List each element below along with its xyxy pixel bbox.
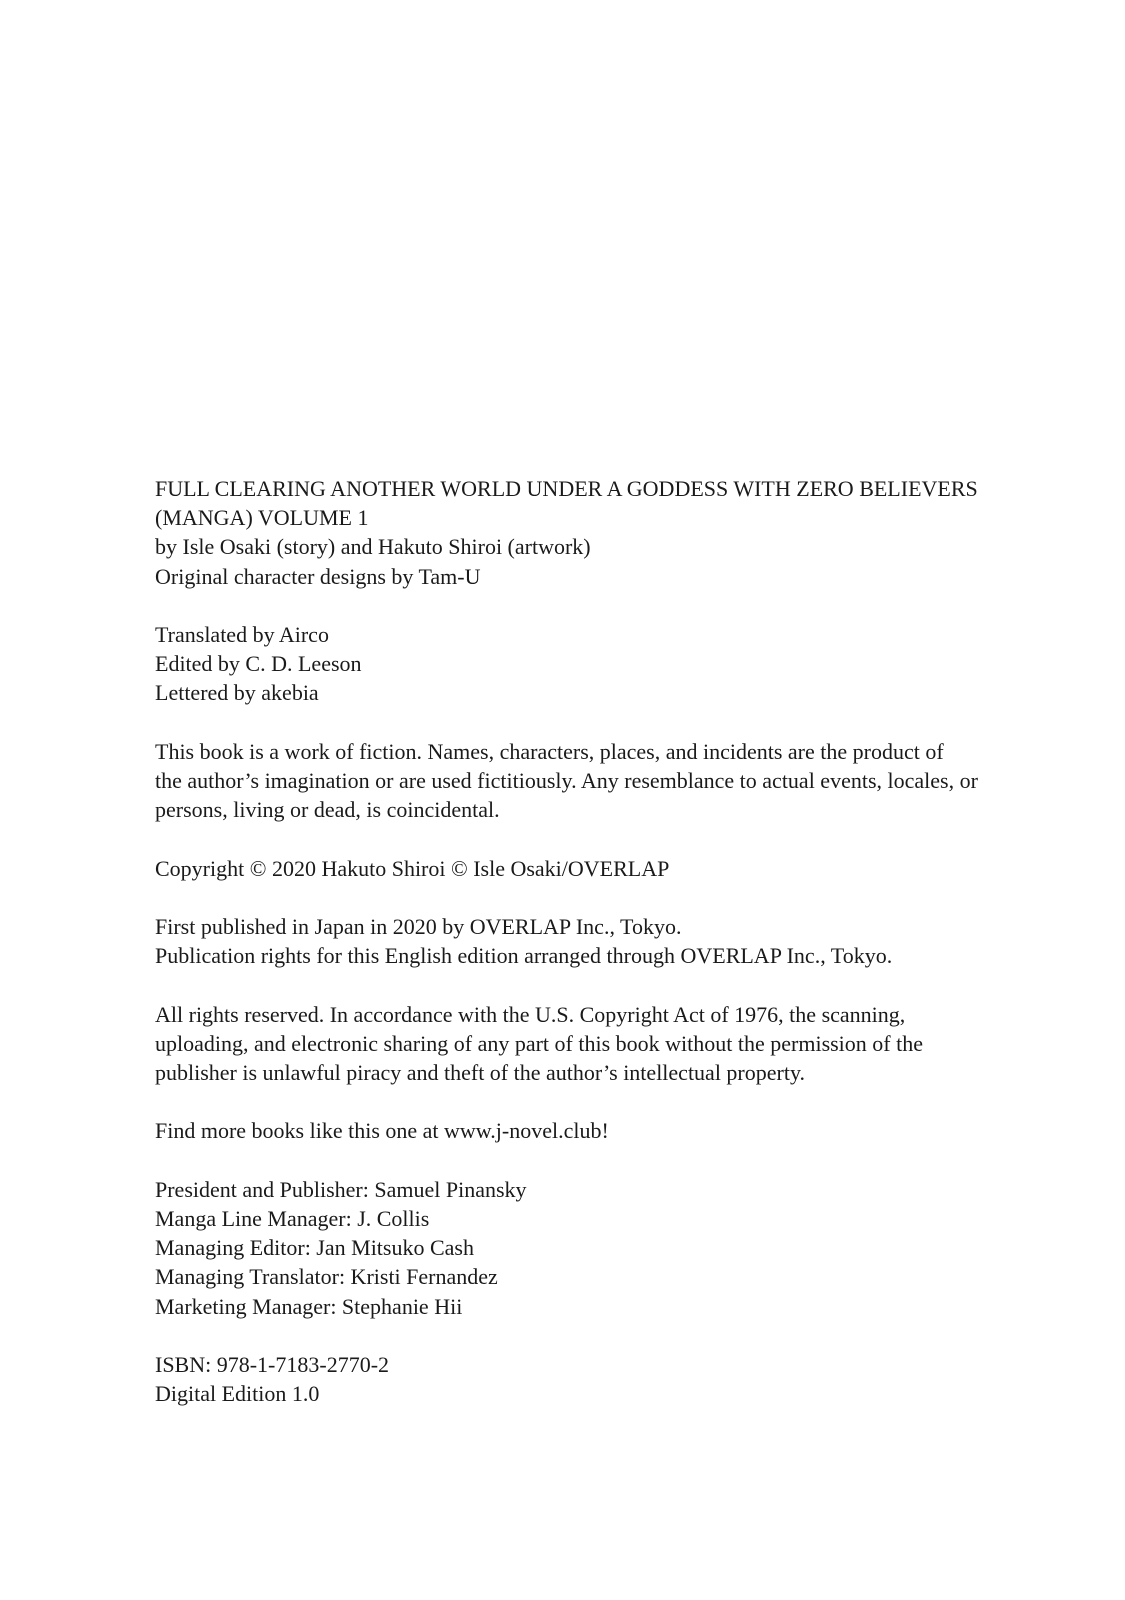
- staff-item: Marketing Manager: Stephanie Hii: [155, 1293, 463, 1319]
- disclaimer-line: This book is a work of fiction. Names, characters, places, and incidents are the product of: [155, 738, 944, 764]
- copyright-block: [155, 854, 1075, 883]
- isbn: ISBN: 978-1-7183-2770-2: [155, 1351, 390, 1377]
- staff-item: Managing Translator: Kristi Fernandez: [155, 1264, 498, 1290]
- disclaimer-line: persons, living or dead, is coincidental.: [155, 797, 500, 823]
- book-title-line-2: (MANGA) VOLUME 1: [155, 505, 369, 531]
- byline: by Isle Osaki (story) and Hakuto Shiroi (artwork): [155, 534, 591, 560]
- rights-line: publisher is unlawful piracy and theft of the author’s intellectual property.: [155, 1059, 806, 1085]
- title-block: [155, 474, 1075, 591]
- editor-credit: Edited by C. D. Leeson: [155, 651, 362, 677]
- publication-line: Publication rights for this English edition arranged through OVERLAP Inc., Tokyo.: [155, 943, 893, 969]
- staff-item: Manga Line Manager: J. Collis: [155, 1205, 430, 1231]
- digital-edition: Digital Edition 1.0: [155, 1381, 320, 1407]
- staff-item: Managing Editor: Jan Mitsuko Cash: [155, 1235, 474, 1261]
- publication-line: First published in Japan in 2020 by OVERLAP Inc., Tokyo.: [155, 913, 682, 939]
- edition-block: [155, 1350, 1075, 1408]
- rights-line: All rights reserved. In accordance with the U.S. Copyright Act of 1976, the scanning,: [155, 1001, 906, 1027]
- find-more-block: [155, 1116, 1075, 1145]
- disclaimer-block: [155, 737, 1075, 825]
- character-designs-credit: Original character designs by Tam-U: [155, 563, 481, 589]
- rights-line: uploading, and electronic sharing of any part of this book without the permission of the: [155, 1030, 924, 1056]
- credits-block: [155, 620, 1075, 708]
- rights-block: [155, 1000, 1075, 1088]
- copyright-notice: Copyright © 2020 Hakuto Shiroi © Isle Osaki/OVERLAP: [155, 855, 670, 881]
- find-more-text: Find more books like this one at www.j-novel.club!: [155, 1118, 609, 1144]
- copyright-page: [155, 474, 1075, 1438]
- disclaimer-line: the author’s imagination or are used fictitiously. Any resemblance to actual events, locales, or: [155, 768, 978, 793]
- letterer-credit: Lettered by akebia: [155, 680, 319, 706]
- staff-block: [155, 1175, 1075, 1321]
- publication-block: [155, 912, 1075, 970]
- staff-item: President and Publisher: Samuel Pinansky: [155, 1176, 527, 1202]
- book-title-line-1: FULL CLEARING ANOTHER WORLD UNDER A GODDESS WITH ZERO BELIEVERS: [155, 476, 978, 501]
- translator-credit: Translated by Airco: [155, 622, 329, 647]
